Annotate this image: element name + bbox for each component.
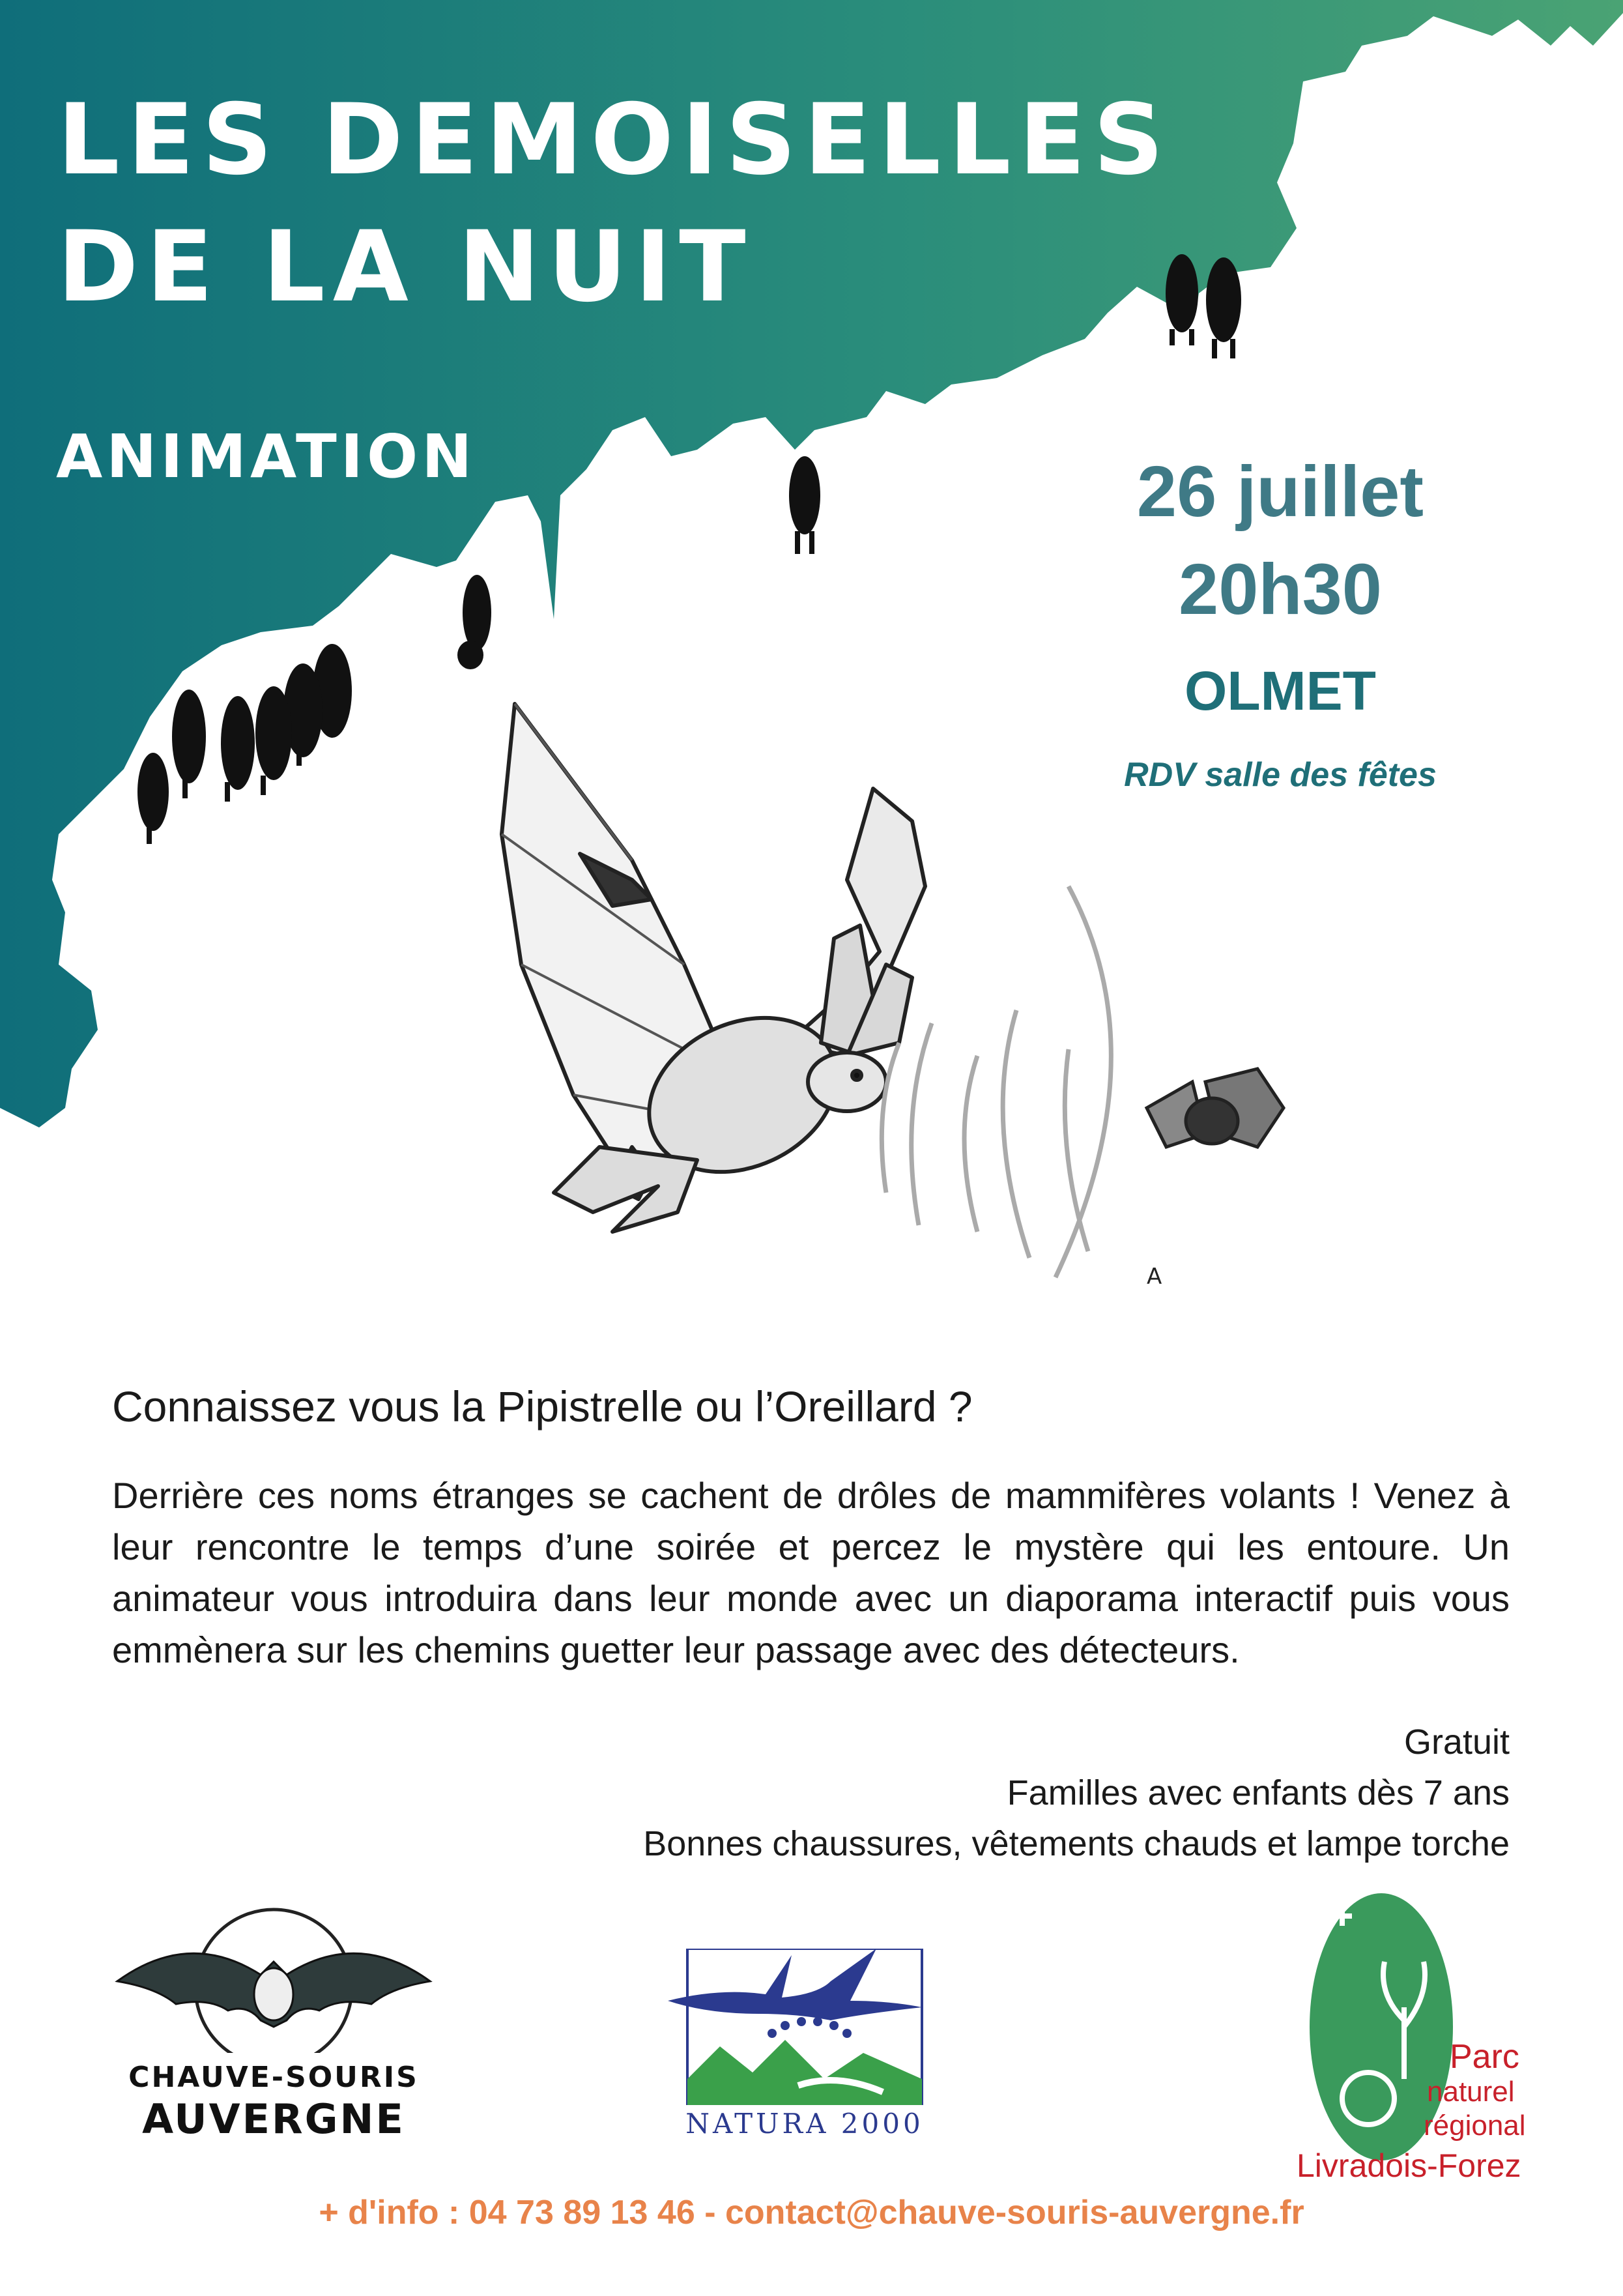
moth-icon	[1147, 1069, 1284, 1147]
parc-logo-line4: Livradois-Forez	[1297, 2147, 1521, 2184]
event-place: OLMET	[1185, 660, 1376, 721]
natura-logo-text: NATURA 2000	[685, 2108, 924, 2140]
bat-logo-icon	[111, 1890, 437, 2053]
title-line-1: LES DEMOISELLES	[57, 83, 1172, 197]
intro-question: Connaissez vous la Pipistrelle ou l’Oreillard ?	[112, 1382, 973, 1431]
long-eared-bat-icon	[482, 691, 1342, 1336]
chauve-souris-auvergne-logo	[111, 1890, 437, 2143]
info-audience: Familles avec enfants dès 7 ans	[1007, 1773, 1510, 1812]
contact-info: + d'info : 04 73 89 13 46 - contact@chauve-souris-auvergne.fr	[319, 2194, 1304, 2231]
parc-logo-line1: Parc	[1450, 2038, 1519, 2076]
event-meeting: RDV salle des fêtes	[1124, 756, 1437, 794]
natura-birds-icon	[668, 1949, 941, 2105]
info-equipment: Bonnes chaussures, vêtements chauds et lampe torche	[643, 1824, 1510, 1863]
chauve-souris-logo-line1: CHAUVE-SOURIS	[128, 2061, 419, 2094]
parc-logo-line2: naturel	[1427, 2076, 1515, 2108]
event-date: 26 juillet	[1136, 452, 1424, 532]
event-time: 20h30	[1179, 549, 1382, 630]
subtitle: ANIMATION	[56, 422, 476, 491]
natura-2000-logo	[668, 1949, 941, 2144]
info-free: Gratuit	[1403, 1722, 1510, 1762]
description-paragraph: Derrière ces noms étranges se cachent de drôles de mammifères volants ! Venez à leur rencontre le temps d’une soirée et percez le mystère qui les entoure. Un animateur vous introduira dans leur monde avec un diaporama interactif puis vous emmènera sur les chemins guetter leur passage avec des détecteurs.	[112, 1475, 1510, 1670]
parc-logo-line3: régional	[1424, 2110, 1526, 2142]
chauve-souris-logo-line2: AUVERGNE	[142, 2095, 405, 2143]
parc-livradois-forez-logo	[1297, 1890, 1531, 2190]
title-line-2: DE LA NUIT	[57, 211, 754, 324]
svg-text:A: A	[1147, 1264, 1162, 1290]
